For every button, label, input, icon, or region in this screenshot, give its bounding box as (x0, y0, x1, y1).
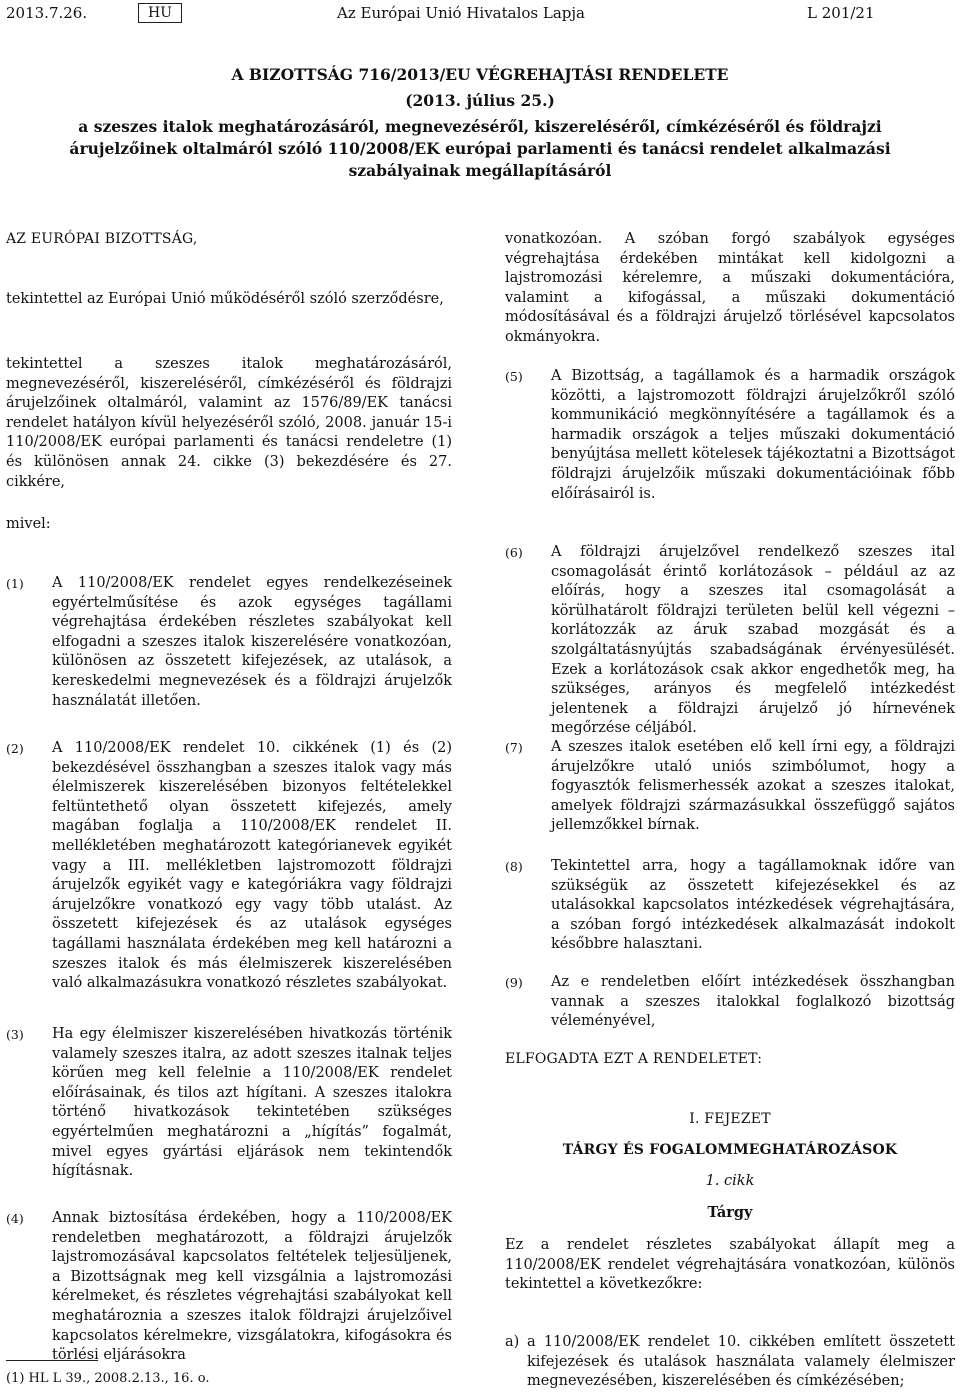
language-badge: HU (138, 3, 182, 23)
footnote-divider (6, 1360, 98, 1361)
recital-5 (505, 367, 955, 504)
recital-text: Annak biztosítása érdekében, hogy a 110/2008/EK rendeletben meghatározott, a földrajzi árujelzők lajstromozásával kapcsolatos feltételek teljesüljenek, a Bizottságnak meg kell vizsgálnia a lajstromozási kérelmeket, és részletes végrehajtási szabályokat kell meghatároznia a szeszes italok földrajzi árujelzőivel kapcsolatos kérelmekre, vizsgálatokra, kifogásokra és törlési eljárásokra (52, 1210, 452, 1364)
recital-text: Az e rendeletben előírt intézkedések összhangban vannak a szeszes italokkal foglalkozó bizottság véleményével, (551, 974, 955, 1030)
article-point-a (505, 1333, 955, 1392)
article-title: Tárgy (707, 1204, 753, 1221)
publication-date: 2013.7.26. (6, 4, 88, 22)
recital-number: (3) (6, 1027, 24, 1042)
recital-number: (1) (6, 576, 24, 591)
recital-number: (9) (505, 975, 523, 990)
journal-reference: L 201/21 (807, 4, 875, 22)
point-text: a 110/2008/EK rendelet 10. cikkében említett összetett kifejezések és utalások használata valamely élelmiszer megnevezésében, kiszerelésében és címkézésében; (527, 1334, 955, 1390)
regulation-date: (2013. július 25.) (405, 91, 555, 110)
adoption-statement: ELFOGADTA EZT A RENDELETET: (505, 1051, 763, 1067)
recital-text: Tekintettel arra, hogy a tagállamoknak időre van szükségük az összetett kifejezésekkel és az utalásokkal kapcsolatos intézkedések végrehajtására, a szóban forgó intézkedések alkalmazását indokolt későbbre halasztani. (551, 858, 955, 953)
recital-7 (505, 738, 955, 836)
recital-8 (505, 857, 955, 955)
point-label: a) (505, 1334, 520, 1350)
recital-text: A szeszes italok esetében elő kell írni egy, a földrajzi árujelzőkre utaló uniós szimbólumot, hogy a fogyasztók felismerhessék azokat a szeszes italokat, amelyek földrajzi származásukkal összefüggő sajátos jellemzőkkel bírnak. (551, 739, 955, 834)
article-text: Ez a rendelet részletes szabályokat állapít meg a 110/2008/EK rendelet végrehajtására vonatkozóan, különös tekintettel a következőkre: (505, 1237, 955, 1293)
footnote: (1) HL L 39., 2008.2.13., 16. o. (6, 1371, 210, 1386)
article-number: 1. cikk (705, 1173, 755, 1189)
whereas-label: mivel: (6, 516, 51, 532)
chapter-number: I. FEJEZET (689, 1111, 771, 1127)
recital-number: (8) (505, 859, 523, 874)
journal-name: Az Európai Unió Hivatalos Lapja (337, 4, 585, 22)
recital-9 (505, 973, 955, 1032)
commission-heading: AZ EURÓPAI BIZOTTSÁG, (6, 231, 198, 247)
recital-text: A 110/2008/EK rendelet egyes rendelkezéseinek egyértelműsítése és azok egységes tagállami végrehajtása érdekében részletes szabályokat kell elfogadni a szeszes italok kiszerelésére vonatkozóan, különösen az összetett kifejezések, az utalások, a kereskedelmi megnevezések és a földrajzi árujelzők használatát illetően. (52, 575, 452, 709)
recital-number: (4) (6, 1211, 24, 1226)
recital-3 (6, 1025, 452, 1182)
recital-2 (6, 739, 452, 994)
recital-4-continuation: vonatkozóan. A szóban forgó szabályok egységes végrehajtása érdekében mintákat kell kidolgozni a lajstromozási kérelemre, a műszaki dokumentációra, valamint a kifogással, a műszaki dokumentáció módosításával és a földrajzi árujelző törlésével kapcsolatos okmányokra. (505, 231, 955, 345)
recital-number: (2) (6, 741, 24, 756)
recital-number: (6) (505, 545, 523, 560)
recital-text: A földrajzi árujelzővel rendelkező szeszes ital csomagolását érintő korlátozások – például az az előírás, hogy a szeszes ital csomagolását a körülhatárolt földrajzi területen belül kell végezni – korlátozzák az áruk szabad mozgását és a szolgáltatásnyújtás szabadságának érvényesülését. Ezek a korlátozások csak akkor engedhetők meg, ha szükséges, arányos és megfelelő intézkedést jelentenek a földrajzi árujelző jó hírnevének megőrzése céljából. (551, 544, 955, 737)
recital-number: (5) (505, 369, 523, 384)
recital-6 (505, 543, 955, 739)
recital-number: (7) (505, 740, 523, 755)
recital-1 (6, 574, 452, 711)
recital-4 (6, 1209, 452, 1366)
chapter-title: TÁRGY ÉS FOGALOMMEGHATÁROZÁSOK (562, 1142, 898, 1158)
regulation-title (60, 64, 900, 182)
regulation-heading: A BIZOTTSÁG 716/2013/EU VÉGREHAJTÁSI RENDELETE (231, 65, 729, 84)
recital-text: Ha egy élelmiszer kiszerelésében hivatkozás történik valamely szeszes italra, az adott szeszes italnak teljes körűen meg kell felelnie a 110/2008/EK rendelet előírásainak, és tilos azt hígítani. A szeszes italokra történő hivatkozások tekintetében szükséges egyértelműen meghatározni a „hígítás” fogalmát, mivel egyes gyártási eljárások nem tekintendők hígításnak. (52, 1026, 452, 1180)
recital-text: A Bizottság, a tagállamok és a harmadik országok közötti, a lajstromozott földrajzi árujelzőkről szóló kommunikáció megkönnyítésére a tagállamok és a harmadik országok a teljes műszaki dokumentáció benyújtása mellett kötelesek tájékoztatni a Bizottságot földrajzi árujelzőik műszaki dokumentációinak főbb előírásairól is. (551, 368, 955, 502)
regulation-subject: a szeszes italok meghatározásáról, megnevezéséről, kiszereléséről, címkézéséről és földrajzi árujelzőinek oltalmáról szóló 110/2008/EK európai parlamenti és tanácsi rendelet alkalmazási szabályainak megállapításáról (69, 117, 891, 180)
treaty-reference: tekintettel az Európai Unió működéséről szóló szerződésre, (6, 291, 444, 307)
journal-header (0, 2, 960, 28)
recital-text: A 110/2008/EK rendelet 10. cikkének (1) és (2) bekezdésével összhangban a szeszes italok vagy más élelmiszerek kiszerelésében bizonyos feltételekkel feltüntethető olyan összetett kifejezés, amely magában foglalja a 110/2008/EK rendelet II. mellékletében meghatározott kategórianevek egyikét vagy a III. mellékletben lajstromozott földrajzi árujelzők egyikét vagy e kategóriákra vagy földrajzi árujelzőkre vonatkozó egy vagy több utalást. Az összetett kifejezések és az utalások egységes tagállami használata érdekében meg kell határozni a szeszes italok és más élelmiszerek kiszerelésében való alkalmazásukra vonatkozó részletes szabályokat. (52, 740, 452, 992)
regulation-reference: tekintettel a szeszes italok meghatározásáról, megnevezéséről, kiszereléséről, címkézéséről és földrajzi árujelzőinek oltalmáról, valamint az 1576/89/EK tanácsi rendelet hatályon kívül helyezéséről szóló, 2008. január 15-i 110/2008/EK európai parlamenti és tanácsi rendeletre (1) és különösen annak 24. cikke (3) bekezdésére és 27. cikkére, (6, 356, 452, 490)
